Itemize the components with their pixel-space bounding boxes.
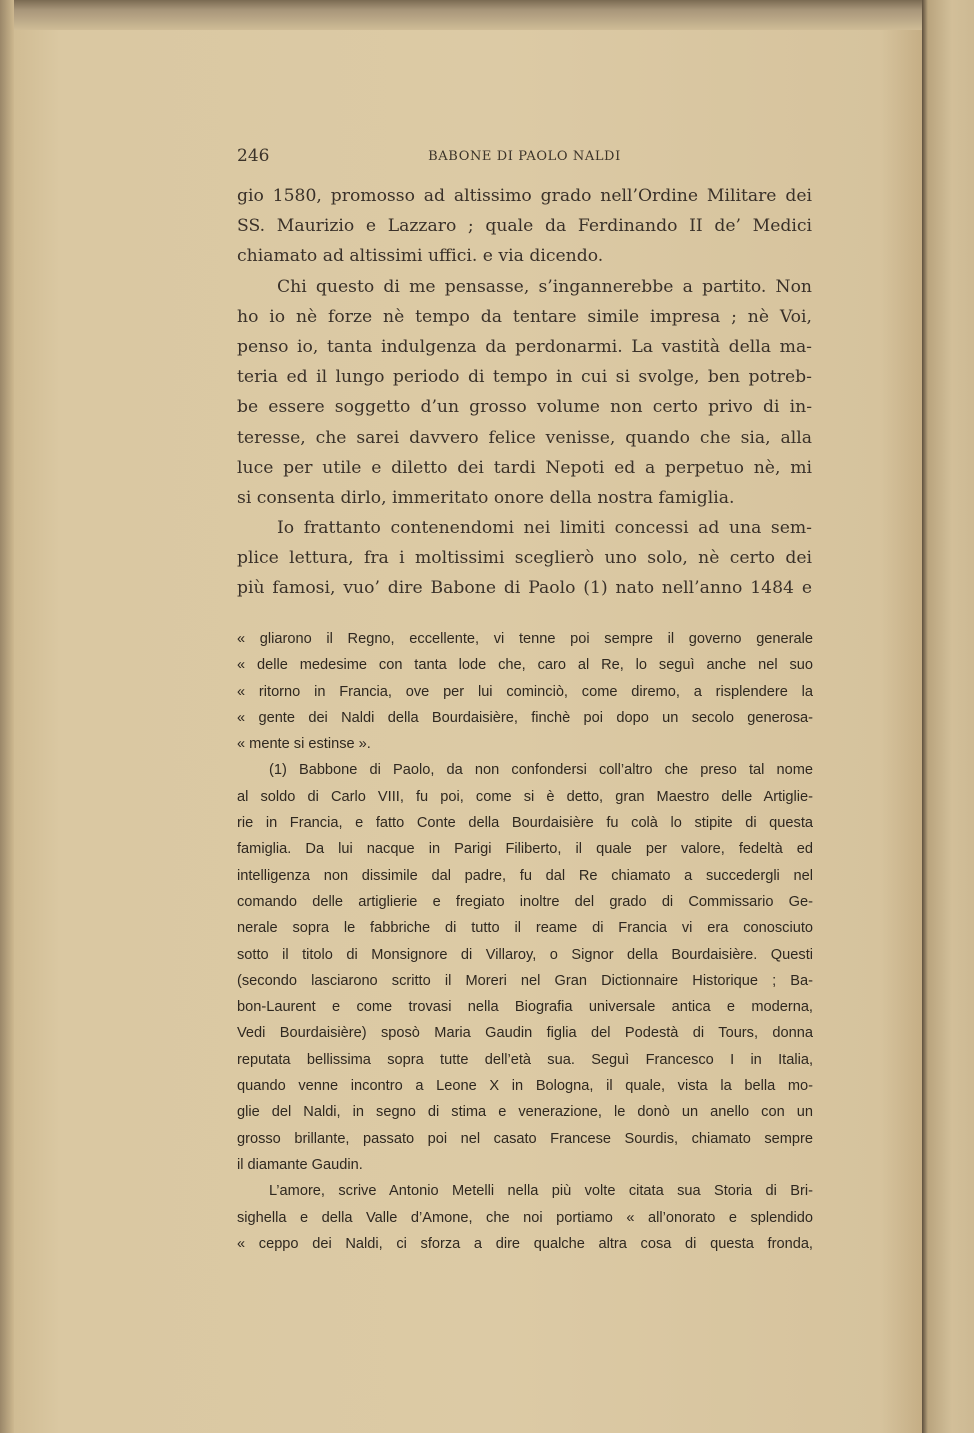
- footnote-line: (secondo lasciarono scritto il Moreri nel Gran Dictionnaire Historique ; Ba-: [237, 972, 813, 989]
- footnote-line: « ritorno in Francia, ove per lui cominciò, come diremo, a risplendere la: [237, 683, 813, 700]
- footnote-line: (1) Babbone di Paolo, da non confondersi coll’altro che preso tal nome: [269, 762, 813, 779]
- text-line: chiamato ad altissimi uffici. e via dicendo.: [237, 246, 604, 267]
- text-line: gio 1580, promosso ad altissimo grado nell’Ordine Militare dei: [237, 186, 812, 206]
- footnote-line: il diamante Gaudin.: [237, 1156, 363, 1173]
- text-line: Chi questo di me pensasse, s’ingannerebbe a partito. Non: [277, 276, 812, 297]
- footnotes: [237, 626, 813, 1257]
- footnote-line: sighella e della Valle d’Amone, che noi portiamo « all’onorato e splendido: [237, 1209, 813, 1226]
- footnote-line: L’amore, scrive Antonio Metelli nella più volte citata sua Storia di Bri-: [269, 1183, 813, 1200]
- footnote-line: « gente dei Naldi della Bourdaisière, finchè poi dopo un secolo generosa-: [237, 709, 813, 726]
- footnote-line: bon-Laurent e come trovasi nella Biografia universale antica e moderna,: [237, 999, 813, 1016]
- running-header: [237, 146, 812, 170]
- footnote-line: comando delle artiglierie e fregiato inoltre del grado di Commissario Ge-: [237, 893, 813, 910]
- footnote-line: « ceppo dei Naldi, ci sforza a dire qualche altra cosa di questa fronda,: [237, 1235, 813, 1252]
- text-line: teria ed il lungo periodo di tempo in cui si svolge, ben potreb-: [237, 367, 812, 388]
- footnote-line: « delle medesime con tanta lode che, caro al Re, lo seguì anche nel suo: [237, 657, 813, 674]
- text-line: Io frattanto contenendomi nei limiti concessi ad una sem-: [277, 518, 812, 539]
- footnote-line: « mente si estinse ».: [237, 736, 371, 753]
- text-line: ho io nè forze nè tempo da tentare simile impresa ; nè Voi,: [237, 306, 812, 327]
- running-title: BABONE DI PAOLO NALDI: [428, 149, 621, 164]
- footnote-line: famiglia. Da lui nacque in Parigi Filiberto, il quale per valore, fedeltà ed: [237, 841, 813, 858]
- footnote-line: grosso brillante, passato poi nel casato Francese Sourdis, chiamato sempre: [237, 1130, 813, 1147]
- text-line: plice lettura, fra i moltissimi sceglierò uno solo, nè certo dei: [237, 548, 812, 569]
- text-line: luce per utile e diletto dei tardi Nepoti ed a perpetuo nè, mi: [237, 457, 812, 478]
- paragraph: [237, 1178, 813, 1257]
- footnote-line: quando venne incontro a Leone X in Bologna, il quale, vista la bella mo-: [237, 1078, 813, 1095]
- text-line: SS. Maurizio e Lazzaro ; quale da Ferdinando II de’ Medici: [237, 216, 812, 237]
- text-line: più famosi, vuo’ dire Babone di Paolo (1) nato nell’anno 1484 e: [237, 578, 812, 599]
- paragraph: [237, 513, 812, 604]
- paragraph: [237, 181, 812, 272]
- text-line: si consenta dirlo, immeritato onore della nostra famiglia.: [237, 487, 735, 508]
- footnote-line: nerale sopra le fabbriche di tutto il reame di Francia vi era conosciuto: [237, 920, 813, 937]
- footnote-line: Vedi Bourdaisière) sposò Maria Gaudin figlia del Podestà di Tours, donna: [237, 1025, 813, 1042]
- footnote-line: reputata bellissima sopra tutte dell’età sua. Seguì Francesco I in Italia,: [237, 1051, 813, 1068]
- paragraph: [237, 272, 812, 514]
- footnote-line: « gliarono il Regno, eccellente, vi tenne poi sempre il governo generale: [237, 631, 813, 647]
- footnote-line: sotto il titolo di Monsignore di Villaroy, o Signor della Bourdaisière. Questi: [237, 946, 813, 963]
- adjacent-page-edge: [922, 0, 974, 1433]
- footnote-line: intelligenza non dissimile dal padre, fu dal Re chiamato a succedergli nel: [237, 867, 813, 884]
- paragraph: [237, 626, 813, 757]
- page-top-edge: [0, 0, 922, 30]
- text-line: penso io, tanta indulgenza da perdonarmi. La vastità della ma-: [237, 336, 812, 357]
- footnote-line: al soldo di Carlo VIII, fu poi, come si è detto, gran Maestro delle Artiglie-: [237, 788, 813, 805]
- text-line: be essere soggetto d’un grosso volume non certo privo di in-: [237, 397, 812, 418]
- footnote-line: rie in Francia, e fatto Conte della Bourdaisière fu colà lo stipite di questa: [237, 815, 813, 832]
- paragraph: [237, 757, 813, 1178]
- page-left-edge: [0, 0, 14, 1433]
- main-text: [237, 181, 812, 604]
- footnote-line: glie del Naldi, in segno di stima e venerazione, le donò un anello con un: [237, 1104, 813, 1121]
- page-number: 246: [237, 146, 270, 166]
- text-line: teresse, che sarei davvero felice venisse, quando che sia, alla: [237, 427, 812, 448]
